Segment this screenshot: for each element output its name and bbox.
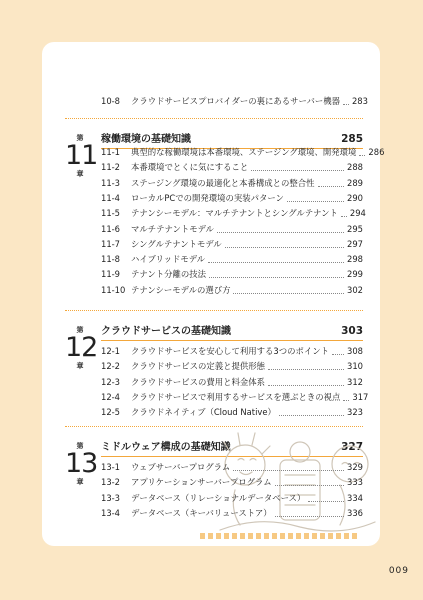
entry-title: テナンシーモデル：マルチテナントとシングルテナント xyxy=(131,208,338,219)
toc-entry xyxy=(101,162,363,173)
entry-number: 11-9 xyxy=(101,269,121,280)
chapter-page: 303 xyxy=(341,325,363,337)
entry-number: 12-2 xyxy=(101,361,121,372)
leader-dots xyxy=(275,516,344,517)
toc-entry xyxy=(101,462,363,473)
leader-dots xyxy=(308,501,344,502)
entry-number: 11-7 xyxy=(101,238,121,249)
chapter-page: 327 xyxy=(341,441,363,453)
entry-page: 334 xyxy=(347,492,363,503)
leader-dots xyxy=(225,247,344,248)
toc-entry xyxy=(101,285,363,296)
toc-entry xyxy=(101,391,369,403)
entry-page: 297 xyxy=(347,238,363,249)
entry-number: 12-3 xyxy=(101,376,121,387)
toc-entry xyxy=(101,147,385,158)
chapter-number: 13 xyxy=(65,448,98,479)
entry-page: 286 xyxy=(368,147,385,157)
leader-dots xyxy=(275,485,344,486)
entry-title: クラウドサービスで利用するサービスを選ぶときの視点 xyxy=(131,391,341,402)
toc-page xyxy=(42,42,385,546)
entry-title: クラウドサービスの定義と提供形態 xyxy=(131,361,265,372)
entry-number: 11-4 xyxy=(101,192,121,203)
entry-title: ステージング環境の最適化と本番構成との整合性 xyxy=(131,177,315,188)
entry-title: クラウドサービスの費用と料金体系 xyxy=(131,376,265,387)
leader-dots xyxy=(233,293,344,294)
entry-page: 299 xyxy=(347,269,363,280)
page-number xyxy=(389,566,409,577)
leader-dots xyxy=(251,170,344,171)
toc-entry xyxy=(101,346,363,357)
entry-title: データベース（キーバリューストア） xyxy=(131,507,272,518)
toc-entry xyxy=(101,178,363,189)
entry-page: 317 xyxy=(352,391,369,402)
toc-entry xyxy=(101,508,363,519)
toc-entry xyxy=(101,493,363,504)
entry-title: ウェブサーバープログラム xyxy=(131,462,231,472)
toc-entry xyxy=(101,208,366,219)
film-strip-decoration xyxy=(200,533,360,539)
entry-title: クラウドサービスプロバイダーの裏にあるサーバー機器 xyxy=(131,96,340,106)
entry-number: 13-3 xyxy=(101,492,121,503)
chapter-label xyxy=(65,134,98,178)
entry-number: 11-10 xyxy=(101,284,126,295)
entry-page: 294 xyxy=(349,208,366,219)
entry-page: 298 xyxy=(347,254,363,265)
chapter-suffix: 章 xyxy=(76,170,84,178)
toc-entry-10-8 xyxy=(101,96,368,107)
entry-page: 308 xyxy=(347,346,363,356)
entry-title: データベース（リレーショナルデータベース） xyxy=(131,492,306,503)
chapter-number: 12 xyxy=(65,332,98,363)
leader-dots xyxy=(208,262,344,263)
chapter-number: 11 xyxy=(65,140,98,171)
chapter-divider xyxy=(65,118,363,119)
leader-dots xyxy=(268,385,344,386)
leader-dots xyxy=(233,470,344,471)
chapter-title: クラウドサービスの基礎知識 xyxy=(101,326,231,337)
chapter-heading xyxy=(101,322,363,341)
leader-dots xyxy=(343,104,349,105)
toc-entry xyxy=(101,224,363,235)
entry-number: 12-5 xyxy=(101,407,121,418)
entry-page: 289 xyxy=(347,177,363,188)
toc-entry xyxy=(101,193,363,204)
entry-number: 13-1 xyxy=(101,462,121,472)
entry-title: ローカルPCでの開発環境の実装パターン xyxy=(131,192,284,203)
chapter-suffix: 章 xyxy=(76,478,84,486)
entry-number: 11-1 xyxy=(101,147,121,157)
entry-title: 典型的な稼働環境は本番環境、ステージング環境、開発環境 xyxy=(131,147,357,157)
chapter-prefix: 第 xyxy=(76,134,84,142)
entry-number: 12-4 xyxy=(101,391,121,402)
leader-dots xyxy=(268,369,344,370)
entry-page: 310 xyxy=(347,361,363,372)
entry-page: 288 xyxy=(347,162,363,173)
entry-title: シングルテナントモデル xyxy=(131,238,222,249)
leader-dots xyxy=(343,400,349,401)
chapter-prefix: 第 xyxy=(76,442,84,450)
page-number-text: 009 xyxy=(388,566,409,576)
entry-title: アプリケーションサーバープログラム xyxy=(131,477,272,488)
toc-entry xyxy=(101,361,363,372)
chapter-divider xyxy=(65,426,363,427)
entry-page: 336 xyxy=(347,507,363,518)
leader-dots xyxy=(209,277,344,278)
entry-title: テナント分離の技法 xyxy=(131,269,206,280)
entry-number: 12-1 xyxy=(101,346,121,356)
leader-dots xyxy=(279,415,344,416)
toc-entry xyxy=(101,269,363,280)
leader-dots xyxy=(341,216,347,217)
toc-entry xyxy=(101,254,363,265)
entry-page: 295 xyxy=(347,223,363,234)
entry-title: クラウドネイティブ（Cloud Native） xyxy=(131,407,276,418)
entry-number: 11-6 xyxy=(101,223,121,234)
entry-title: ハイブリッドモデル xyxy=(131,254,206,265)
entry-number: 13-4 xyxy=(101,507,121,518)
chapter-divider xyxy=(65,310,363,311)
chapter-label xyxy=(65,442,98,486)
chapter-page: 285 xyxy=(341,133,363,145)
chapter-title: 稼働環境の基礎知識 xyxy=(101,134,191,145)
entry-title: テナンシーモデルの選び方 xyxy=(131,284,231,295)
toc-entry xyxy=(101,377,363,388)
leader-dots xyxy=(217,232,344,233)
entry-page: 323 xyxy=(347,407,363,418)
leader-dots xyxy=(332,354,344,355)
entry-number: 11-8 xyxy=(101,254,121,265)
leader-dots xyxy=(318,186,344,187)
entry-page: 302 xyxy=(347,284,363,295)
chapter-label xyxy=(65,326,98,370)
leader-dots xyxy=(359,155,365,156)
toc-entry xyxy=(101,239,363,250)
entry-page: 333 xyxy=(347,477,363,488)
entry-page: 290 xyxy=(347,192,363,203)
entry-page: 329 xyxy=(347,462,363,472)
chapter-suffix: 章 xyxy=(76,362,84,370)
entry-number: 13-2 xyxy=(101,477,121,488)
toc-entry xyxy=(101,407,363,418)
entry-title: クラウドサービスを安心して利用する3つのポイント xyxy=(131,346,329,356)
entry-page: 283 xyxy=(351,96,368,106)
entry-number: 11-3 xyxy=(101,177,121,188)
entry-page: 312 xyxy=(347,376,363,387)
leader-dots xyxy=(287,201,344,202)
entry-number: 11-5 xyxy=(101,208,121,219)
entry-number: 11-2 xyxy=(101,162,121,173)
entry-title: 本番環境でとくに気にすること xyxy=(131,162,249,173)
entry-number: 10-8 xyxy=(101,96,121,106)
chapter-prefix: 第 xyxy=(76,326,84,334)
toc-entry xyxy=(101,477,363,488)
chapter-title: ミドルウェア構成の基礎知識 xyxy=(101,442,231,453)
entry-title: マルチテナントモデル xyxy=(131,223,214,234)
